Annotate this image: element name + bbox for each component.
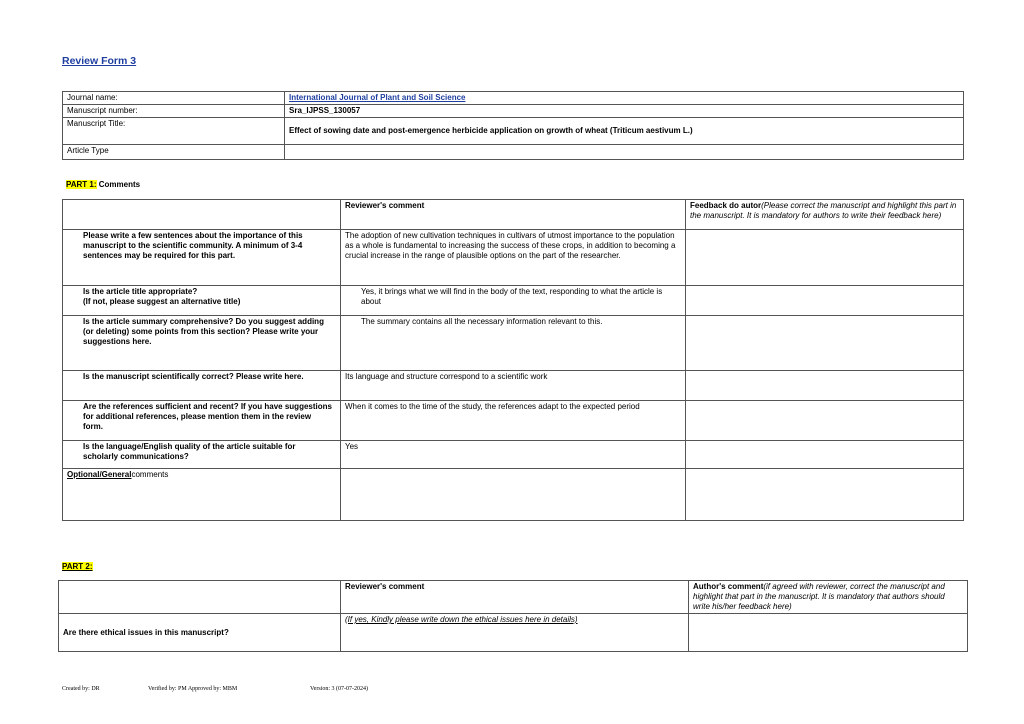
author-feedback-scientific[interactable] [686, 371, 964, 401]
part2-author-header-bold: Author's comment [693, 582, 764, 591]
part1-question-header [63, 200, 341, 230]
reviewer-comment-optional[interactable] [341, 469, 686, 521]
reviewer-comment-title[interactable]: Yes, it brings what we will find in the body of the text, responding to what the article is about [341, 286, 686, 316]
question-ethics: Are there ethical issues in this manuscript? [59, 614, 341, 652]
journal-value[interactable] [285, 92, 964, 105]
table-row [63, 286, 964, 316]
question-language: Is the language/English quality of the article suitable for scholarly communications? [63, 441, 341, 469]
part2-ethics-table [58, 580, 968, 652]
part2-reviewer-header: Reviewer's comment [341, 581, 689, 614]
article-type-row [63, 145, 964, 160]
part2-header-row [59, 581, 968, 614]
manuscript-number-value: Sra_IJPSS_130057 [285, 105, 964, 118]
optional-comments-label [63, 469, 341, 521]
part2-heading [62, 562, 93, 571]
reviewer-comment-summary[interactable]: The summary contains all the necessary information relevant to this. [341, 316, 686, 371]
footer-created: Created by: DR [62, 686, 100, 692]
journal-row [63, 92, 964, 105]
optional-label-bold: Optional/General [67, 470, 132, 479]
reviewer-comment-language[interactable]: Yes [341, 441, 686, 469]
journal-link[interactable]: International Journal of Plant and Soil Science [289, 93, 466, 102]
part2-question-header [59, 581, 341, 614]
feedback-header-italic: (Please correct the manuscript and highlight this part in the manuscript. It is mandatory for authors to write their feedback here) [690, 201, 957, 220]
question-references: Are the references sufficient and recent? If you have suggestions for additional references, please mention them in the review form. [63, 401, 341, 441]
footer-verified: Verified by: PM Approved by: MBM [148, 686, 238, 692]
manuscript-title-row [63, 118, 964, 145]
author-comment-ethics[interactable] [689, 614, 968, 652]
reviewer-comment-importance[interactable]: The adoption of new cultivation techniques in cultivars of utmost importance to the population as a whole is fundamental to increasing the success of these crops, in addition to becoming a crucial increase in the range of plausible options on the part of the researcher. [341, 230, 686, 286]
part2-label: PART 2: [62, 562, 93, 571]
author-feedback-optional[interactable] [686, 469, 964, 521]
author-feedback-references[interactable] [686, 401, 964, 441]
optional-label-rest: comments [131, 470, 169, 479]
reviewer-comment-header: Reviewer's comment [341, 200, 686, 230]
table-row [63, 441, 964, 469]
table-row [63, 469, 964, 521]
question-scientific: Is the manuscript scientifically correct? Please write here. [63, 371, 341, 401]
manuscript-info-table [62, 91, 964, 160]
author-feedback-title[interactable] [686, 286, 964, 316]
manuscript-number-row [63, 105, 964, 118]
author-feedback-summary[interactable] [686, 316, 964, 371]
reviewer-comment-scientific[interactable]: Its language and structure correspond to a scientific work [341, 371, 686, 401]
manuscript-title-label: Manuscript Title: [63, 118, 285, 145]
table-row [59, 614, 968, 652]
table-row [63, 230, 964, 286]
author-feedback-importance[interactable] [686, 230, 964, 286]
question-title: Is the article title appropriate? (If not, please suggest an alternative title) [63, 286, 341, 316]
feedback-header-bold: Feedback do autor [690, 201, 762, 210]
manuscript-title-value: Effect of sowing date and post-emergence herbicide application on growth of wheat (Triticum aestivum L.) [285, 118, 964, 145]
article-type-label: Article Type [63, 145, 285, 160]
form-title: Review Form 3 [62, 55, 137, 67]
question-importance: Please write a few sentences about the importance of this manuscript to the scientific community. A minimum of 3-4 sentences may be required for this part. [63, 230, 341, 286]
table-row [63, 371, 964, 401]
part1-comments-table [62, 199, 964, 521]
journal-label: Journal name: [63, 92, 285, 105]
table-row [63, 401, 964, 441]
part2-author-header [689, 581, 968, 614]
part2-author-header-italic: (if agreed with reviewer, correct the manuscript and highlight that part in the manuscript. It is mandatory that authors should write his/her feedback here) [693, 582, 945, 611]
manuscript-number-label: Manuscript number: [63, 105, 285, 118]
reviewer-comment-references[interactable]: When it comes to the time of the study, the references adapt to the expected period [341, 401, 686, 441]
footer-version: Version: 3 (07-07-2024) [310, 686, 368, 692]
ethics-placeholder: (If yes, Kindly please write down the ethical issues here in details) [345, 615, 578, 624]
part1-label: PART 1: [66, 180, 97, 189]
table-row [63, 316, 964, 371]
author-feedback-language[interactable] [686, 441, 964, 469]
part1-header-row [63, 200, 964, 230]
part1-suffix: Comments [98, 180, 141, 189]
question-summary: Is the article summary comprehensive? Do you suggest adding (or deleting) some points from this section? Please write your suggestions here. [63, 316, 341, 371]
feedback-header [686, 200, 964, 230]
reviewer-comment-ethics[interactable] [341, 614, 689, 652]
part1-heading [66, 180, 140, 189]
article-type-value[interactable] [285, 145, 964, 160]
